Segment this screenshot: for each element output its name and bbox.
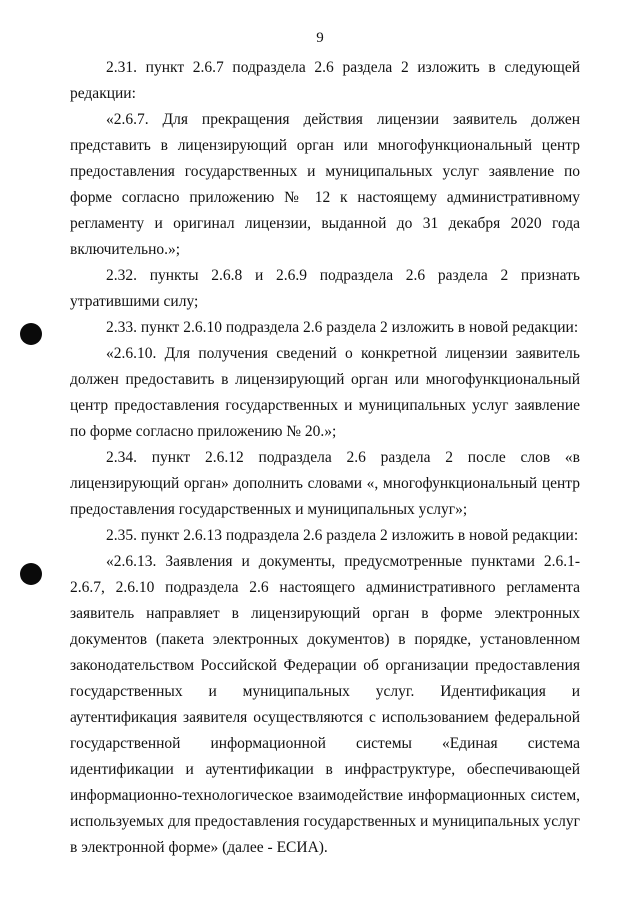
- paragraph-2-33: 2.33. пункт 2.6.10 подраздела 2.6 раздела 2 изложить в новой редакции:: [106, 319, 579, 336]
- punch-hole-bottom: [20, 563, 42, 585]
- paragraph-2-6-7-quote: «2.6.7. Для прекращения действия лицензии заявитель должен представить в лицензирующий орган или многофункциональный центр предоставления государственных и муниципальных услуг заявление по форме согласно приложению № 12 к настоящему административному регламенту и оригинал лицензии, выданной до 31 декабря 2020 года включительно.»;: [70, 111, 580, 258]
- paragraph-2-31: 2.31. пункт 2.6.7 подраздела 2.6 раздела 2 изложить в следующей редакции:: [70, 59, 580, 102]
- paragraph-2-32: 2.32. пункты 2.6.8 и 2.6.9 подраздела 2.6 раздела 2 признать утратившими силу;: [70, 267, 580, 310]
- paragraph-2-34: 2.34. пункт 2.6.12 подраздела 2.6 раздела 2 после слов «в лицензирующий орган» дополнить словами «, многофункциональный центр предоставления государственных и муниципальных услуг»;: [70, 449, 580, 518]
- punch-hole-top: [20, 323, 42, 345]
- page-number: 9: [316, 30, 324, 46]
- paragraph-2-35: 2.35. пункт 2.6.13 подраздела 2.6 раздела 2 изложить в новой редакции:: [106, 527, 579, 544]
- paragraph-2-6-13-quote: «2.6.13. Заявления и документы, предусмотренные пунктами 2.6.1-2.6.7, 2.6.10 подраздела 2.6 настоящего административного регламента заявитель направляет в лицензирующий орган в форме электронных документов (пакета электронных документов) в порядке, установленном законодательством Российской Федерации об организации предоставления государственных и муниципальных услуг. Идентификация и аутентификация заявителя осуществляются с использованием федеральной государственной информационной системы «Единая система идентификации и аутентификации в инфраструктуре, обеспечивающей информационно-технологическое взаимодействие информационных систем, используемых для предоставления государственных и муниципальных услуг в электронной форме» (далее - ЕСИА).: [70, 553, 580, 856]
- document-body: [70, 55, 580, 861]
- paragraph-2-6-10-quote: «2.6.10. Для получения сведений о конкретной лицензии заявитель должен предоставить в лицензирующий орган или многофункциональный центр предоставления государственных и муниципальных услуг заявление по форме согласно приложению № 20.»;: [70, 345, 580, 440]
